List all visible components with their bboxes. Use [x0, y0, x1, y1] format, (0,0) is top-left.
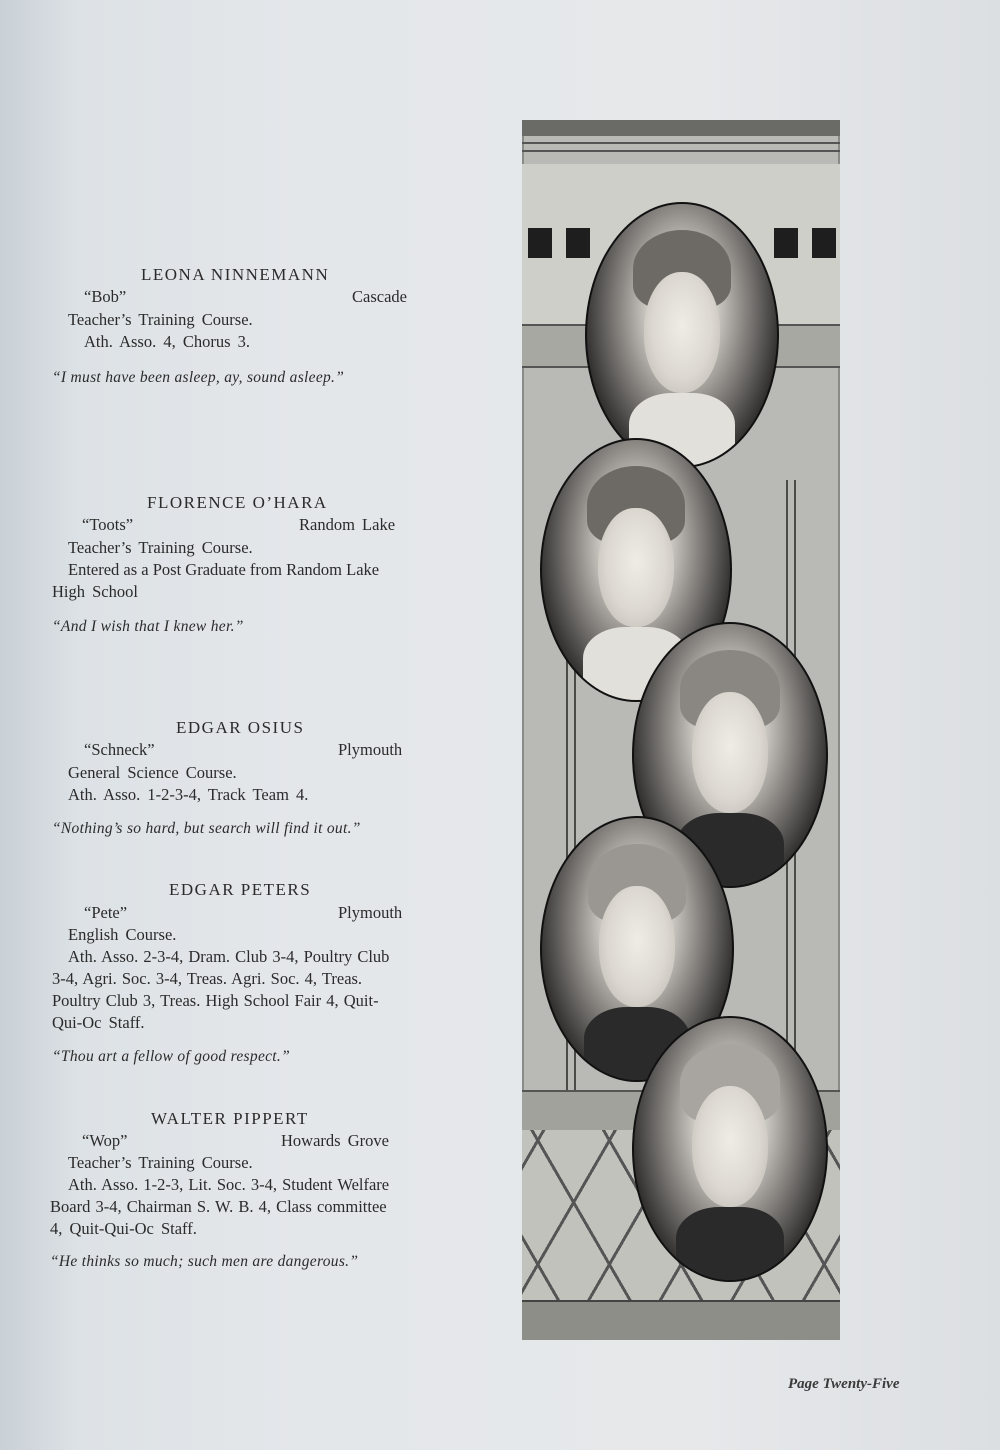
activities-line: Ath. Asso. 1-2-3-4, Track Team 4.	[68, 785, 309, 804]
portrait-photo	[632, 1016, 828, 1282]
black-square	[812, 228, 836, 258]
divider	[522, 150, 840, 152]
black-square	[774, 228, 798, 258]
divider	[522, 142, 840, 144]
face-shape	[692, 692, 769, 813]
student-quote: “Nothing’s so hard, but search will find it out.”	[52, 820, 361, 837]
course-line: Teacher’s Training Course.	[68, 1153, 253, 1172]
top-border	[522, 120, 840, 136]
page-number: Page Twenty-Five	[788, 1376, 900, 1392]
student-town: Howards Grove	[281, 1131, 389, 1150]
student-nickname: “Toots”	[82, 515, 134, 534]
bottom-border	[522, 1300, 840, 1340]
student-town: Plymouth	[338, 740, 403, 759]
student-town: Cascade	[352, 287, 407, 306]
student-nickname: “Wop”	[82, 1131, 128, 1150]
face-shape	[644, 272, 720, 393]
activities-line: High School	[52, 582, 138, 601]
activities-line: Ath. Asso. 4, Chorus 3.	[84, 332, 251, 351]
activities-line: Ath. Asso. 2-3-4, Dram. Club 3-4, Poultry Club	[68, 947, 390, 966]
activities-line: Board 3-4, Chairman S. W. B. 4, Class committee	[50, 1197, 387, 1216]
black-square	[528, 228, 552, 258]
student-quote: “I must have been asleep, ay, sound asleep.”	[52, 369, 345, 386]
student-town: Random Lake	[299, 515, 396, 534]
face-shape	[692, 1086, 769, 1207]
face-shape	[598, 508, 673, 628]
student-nickname: “Schneck”	[84, 740, 155, 759]
course-line: Teacher’s Training Course.	[68, 310, 253, 329]
student-name: LEONA NINNEMANN	[141, 265, 330, 284]
student-name: EDGAR OSIUS	[176, 718, 305, 737]
student-quote: “He thinks so much; such men are dangerous.”	[50, 1253, 359, 1270]
student-nickname: “Bob”	[84, 287, 127, 306]
student-name: FLORENCE O’HARA	[147, 493, 328, 512]
course-line: Teacher’s Training Course.	[68, 538, 253, 557]
black-square	[566, 228, 590, 258]
face-shape	[599, 886, 675, 1007]
activities-line: Ath. Asso. 1-2-3, Lit. Soc. 3-4, Student Welfare	[68, 1175, 390, 1194]
student-nickname: “Pete”	[84, 903, 128, 922]
activities-line: 3-4, Agri. Soc. 3-4, Treas. Agri. Soc. 4, Treas.	[52, 969, 363, 988]
course-line: English Course.	[68, 925, 177, 944]
portrait-column	[522, 120, 840, 1340]
activities-line: Entered as a Post Graduate from Random Lake	[68, 560, 380, 579]
portrait-photo	[585, 202, 779, 468]
student-name: WALTER PIPPERT	[151, 1109, 309, 1128]
collar-shape	[676, 1207, 784, 1282]
student-town: Plymouth	[338, 903, 403, 922]
activities-line: Poultry Club 3, Treas. High School Fair 4, Quit-	[52, 991, 379, 1010]
activities-line: 4, Quit-Qui-Oc Staff.	[50, 1219, 197, 1238]
student-quote: “And I wish that I knew her.”	[52, 618, 244, 635]
course-line: General Science Course.	[68, 763, 237, 782]
student-quote: “Thou art a fellow of good respect.”	[52, 1048, 291, 1065]
student-name: EDGAR PETERS	[169, 880, 312, 899]
activities-line: Qui-Oc Staff.	[52, 1013, 145, 1032]
